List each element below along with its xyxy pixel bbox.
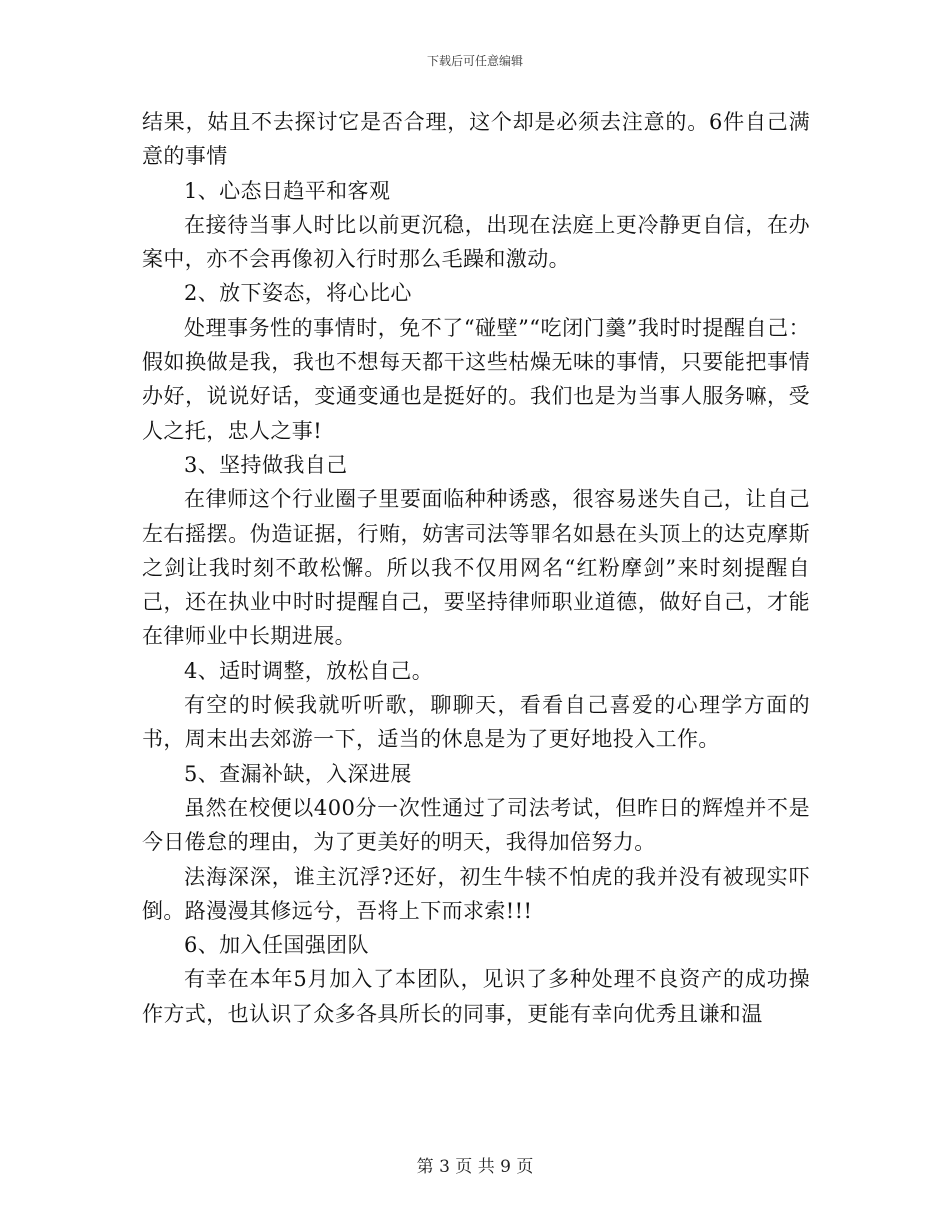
paragraph: 处理事务性的事情时，免不了“碰壁”“吃闭门羹”我时时提醒自己：假如换做是我，我也不想每天都干这些枯燥无味的事情，只要能把事情办好，说说好话，变通变通也是挺好的。我们也是为当事人服务嘛，受人之托，忠人之事! bbox=[142, 315, 810, 443]
paragraph: 在律师这个行业圈子里要面临种种诱惑，很容易迷失自己，让自己左右摇摆。伪造证据，行贿，妨害司法等罪名如悬在头顶上的达克摩斯之剑让我时刻不敢松懈。所以我不仅用网名“红粉摩剑”来时刻提醒自己，还在执业中时时提醒自己，要坚持律师职业道德，做好自己，才能在律师业中长期进展。 bbox=[142, 487, 810, 649]
section-heading: 1、心态日趋平和客观 bbox=[184, 178, 391, 203]
section-heading: 2、放下姿态，将心比心 bbox=[184, 281, 412, 306]
section-heading: 6、加入任国强团队 bbox=[184, 933, 369, 958]
section-heading: 5、查漏补缺，入深进展 bbox=[184, 761, 412, 786]
section-heading: 3、坚持做我自己 bbox=[184, 452, 348, 477]
section-heading: 4、适时调整，放松自己。 bbox=[184, 658, 434, 683]
paragraph: 在接待当事人时比以前更沉稳，出现在法庭上更冷静更自信，在办案中，亦不会再像初入行时那么毛躁和激动。 bbox=[142, 212, 810, 272]
paragraph: 虽然在校便以400分一次性通过了司法考试，但昨日的辉煌并不是今日倦怠的理由，为了更美好的明天，我得加倍努力。 bbox=[142, 795, 810, 855]
paragraph: 有幸在本年5月加入了本团队，见识了多种处理不良资产的成功操作方式，也认识了众多各具所长的同事，更能有幸向优秀且谦和温 bbox=[142, 967, 810, 1026]
paragraph: 法海深深，谁主沉浮?还好，初生牛犊不怕虎的我并没有被现实吓倒。路漫漫其修远兮，吾将上下而求索!!! bbox=[142, 864, 810, 923]
page-header: 下载后可任意编辑 bbox=[426, 54, 523, 68]
document-body bbox=[142, 105, 810, 1031]
paragraph: 结果，姑且不去探讨它是否合理，这个却是必须去注意的。6件自己满意的事情 bbox=[142, 110, 810, 169]
page-number: 第 3 页 共 9 页 bbox=[416, 1157, 534, 1177]
paragraph: 有空的时候我就听听歌，聊聊天，看看自己喜爱的心理学方面的书，周末出去郊游一下，适当的休息是为了更好地投入工作。 bbox=[142, 693, 810, 752]
